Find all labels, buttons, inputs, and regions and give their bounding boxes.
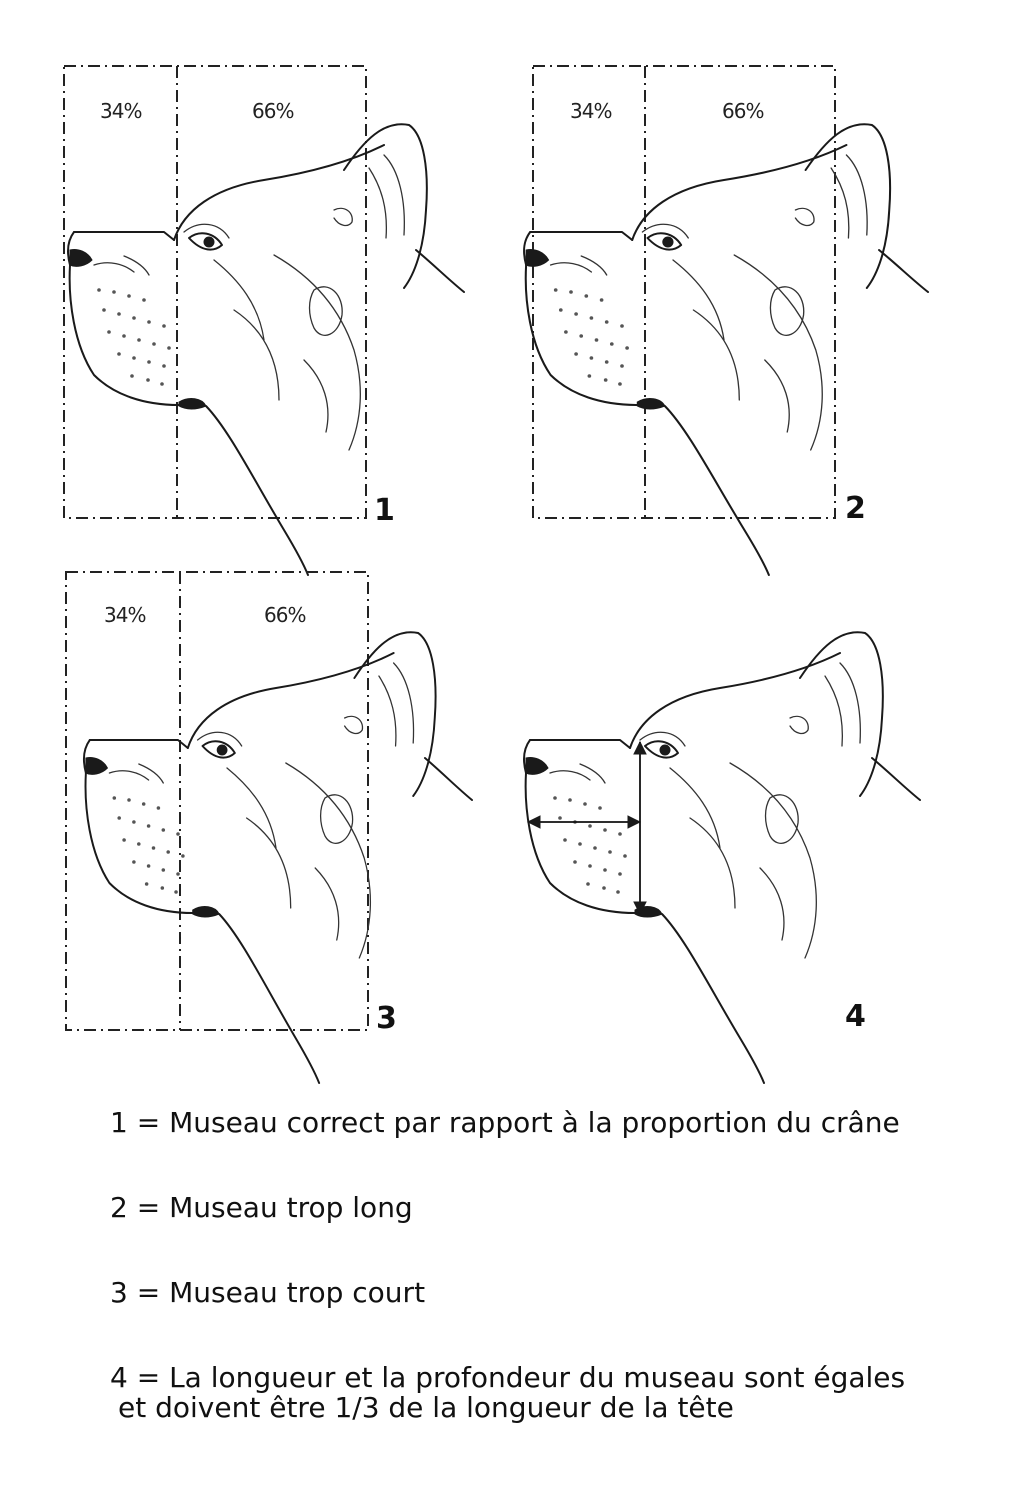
panel-3-frame <box>66 572 368 1030</box>
panel-2-dog-head-sketch <box>524 124 928 575</box>
caption-1 <box>110 1108 970 1138</box>
panel-2 <box>524 66 928 575</box>
caption-3 <box>110 1278 970 1308</box>
panel-2-left-percentage: 34% <box>570 99 612 123</box>
caption-4 <box>110 1363 970 1423</box>
panel-1-number: 1 <box>374 493 395 528</box>
caption-2-text: 2 = Museau trop long <box>110 1191 413 1224</box>
panel-4-arrowhead-top <box>634 742 646 754</box>
caption-1-text: 1 = Museau correct par rapport à la proportion du crâne <box>110 1106 900 1139</box>
panel-1-dog-head-sketch <box>68 124 464 575</box>
panel-4-number: 4 <box>845 999 866 1034</box>
panel-3-left-percentage: 34% <box>104 603 146 627</box>
caption-4-line-2: et doivent être 1/3 de la longueur de la tête <box>118 1391 734 1424</box>
panel-2-frame <box>533 66 835 518</box>
panel-2-number: 2 <box>845 491 866 526</box>
panel-4 <box>524 632 920 1083</box>
caption-2 <box>110 1193 970 1223</box>
panel-3-number: 3 <box>376 1001 397 1036</box>
caption-3-text: 3 = Museau trop court <box>110 1276 426 1309</box>
panel-1 <box>64 66 464 575</box>
caption-4-line-1: 4 = La longueur et la profondeur du museau sont égales <box>110 1361 906 1394</box>
caption-list <box>110 1108 970 1478</box>
panel-2-right-percentage: 66% <box>722 99 764 123</box>
panel-1-left-percentage: 34% <box>100 99 142 123</box>
panel-3 <box>66 572 472 1083</box>
panel-3-right-percentage: 66% <box>264 603 306 627</box>
panel-1-right-percentage: 66% <box>252 99 294 123</box>
panel-4-arrowhead-right <box>628 816 640 828</box>
panel-3-dog-head-sketch <box>84 632 472 1083</box>
